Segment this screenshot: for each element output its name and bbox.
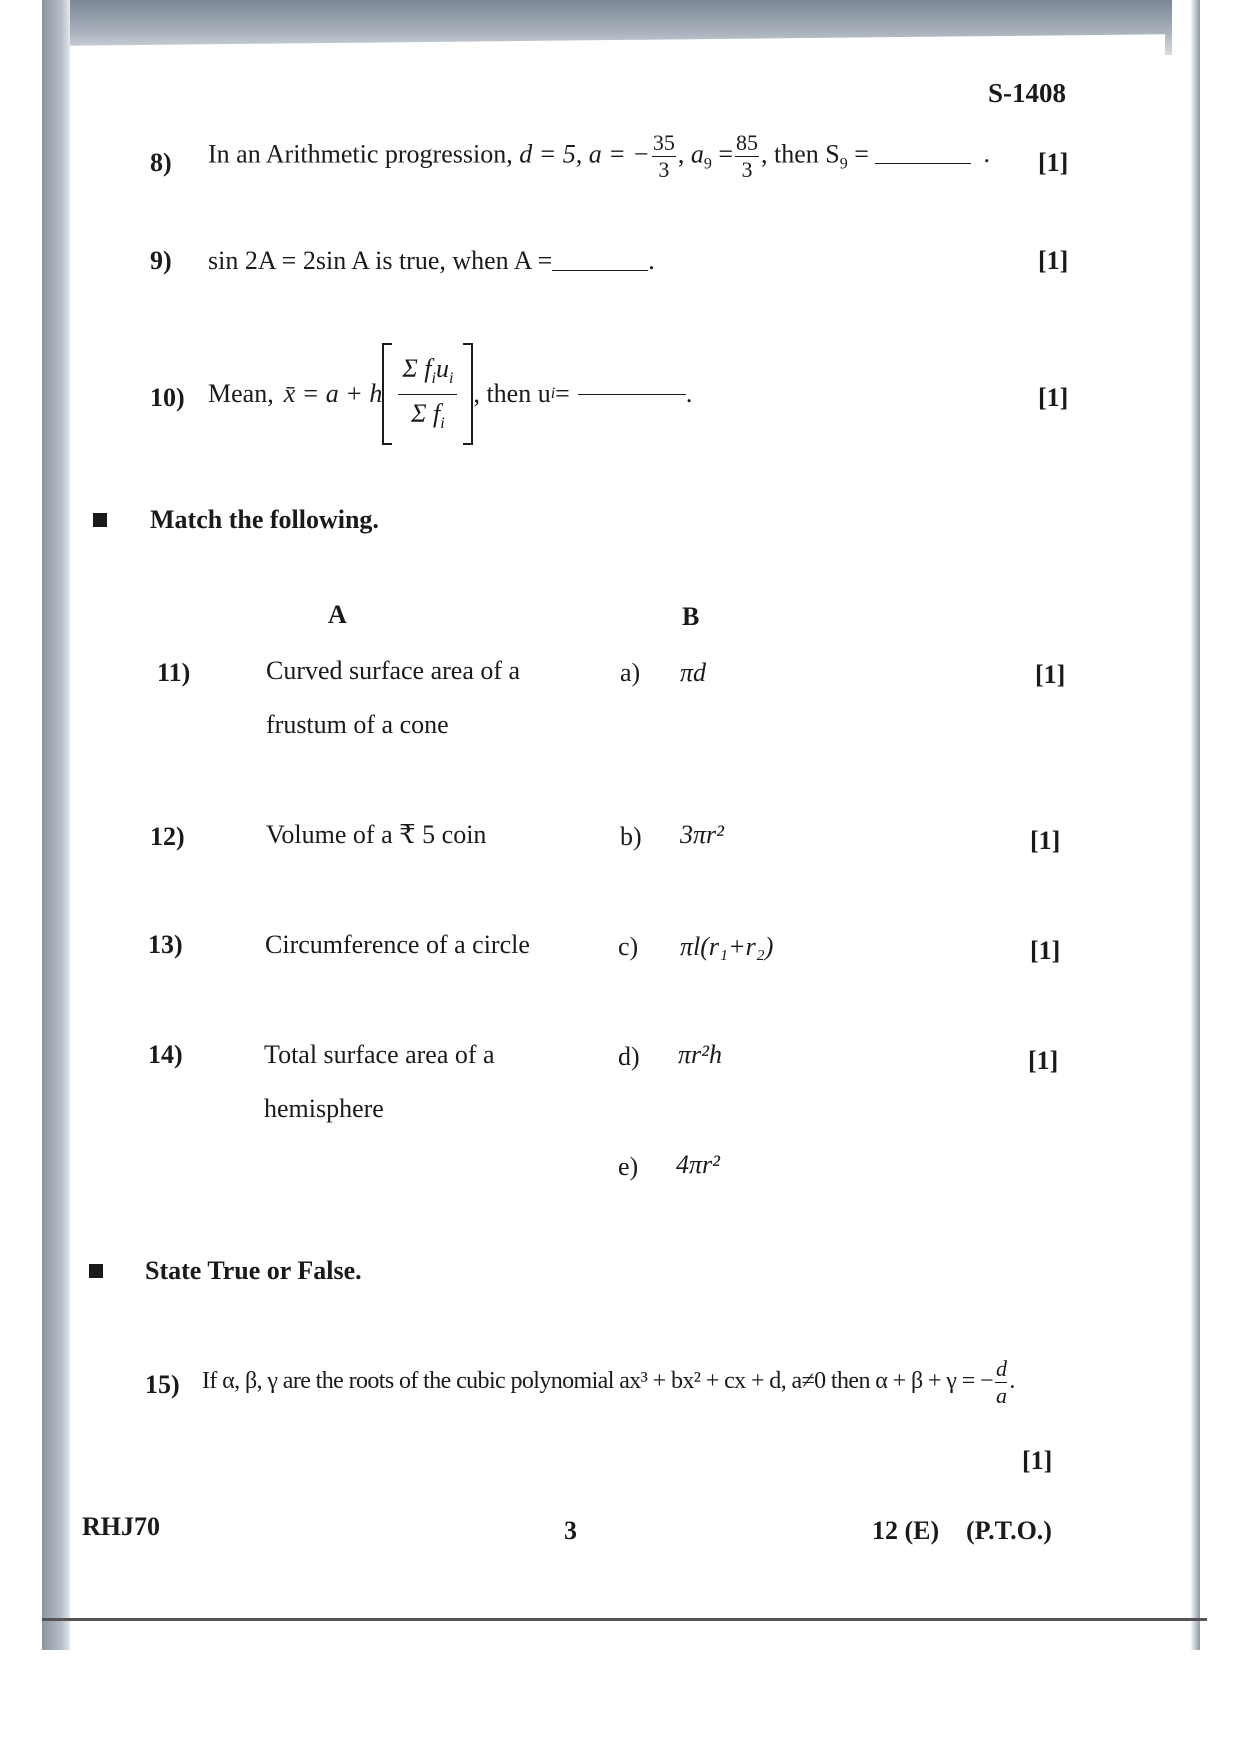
q8-a-den: 3 [658,157,670,182]
q10-top-sub: i [431,370,436,388]
q8-text [208,132,990,181]
q12-mark: [1] [1030,826,1061,855]
q8-mark: [1] [1038,148,1069,177]
q8-blank[interactable] [875,163,971,164]
q8-a: a = − [588,139,650,169]
q10-fraction [398,356,457,431]
q8-a9-sub: 9 [703,155,712,173]
q10-number: 10) [150,383,185,412]
q10-bottom: Σ f [411,398,441,428]
q8-eq: = [711,139,734,169]
q10-right-bracket [463,343,473,445]
scan-border-right [1190,0,1200,1650]
q15-text [202,1358,1015,1407]
q14-mark: [1] [1028,1046,1059,1075]
option-a-letter: a) [620,658,641,687]
q8-a9-frac [735,132,759,181]
truefalse-heading: State True or False. [145,1256,362,1285]
q15-number: 15) [145,1370,180,1399]
q10-top-u: u [435,354,449,384]
q10-then: , then u [473,379,551,408]
q13-number: 13) [148,930,183,959]
paper-code: S-1408 [988,78,1067,108]
q10-then-sub: i [550,385,556,402]
q12-item-line1: Volume of a ₹ 5 coin [266,820,487,849]
q11-number: 11) [157,658,191,687]
q14-item-line2: hemisphere [264,1094,384,1123]
q10-formula: x̄ = a + h [283,379,383,408]
q10-mark: [1] [1038,383,1069,412]
q12-number: 12) [150,822,185,851]
q10-mean: Mean, [208,379,274,408]
q15-dot: . [1009,1368,1015,1395]
q15-fraction [995,1358,1007,1407]
option-d-letter: d) [618,1042,640,1071]
section-bullet [89,1264,103,1278]
q8-then: , then S [761,139,840,169]
q8-dot: . [983,139,990,169]
q11-item-line1: Curved surface area of a [266,656,521,685]
q8-number: 8) [150,148,172,177]
q13-mark: [1] [1030,936,1061,965]
q10-text [208,343,692,445]
q8-s-eq: = [847,139,869,169]
scan-border-left [42,0,70,1650]
footer-info: 12 (E) [872,1516,940,1545]
q10-numerator [398,356,457,394]
q8-a9-num: 85 [736,130,759,155]
q14-number: 14) [148,1040,183,1069]
q9-number: 9) [150,246,172,275]
q10-bottom-sub: i [440,414,445,432]
q10-left-bracket [382,343,392,445]
q9-body: sin 2A = 2sin A is true, when A = [208,246,553,275]
option-b-letter: b) [620,822,642,851]
q15-frac-den: a [995,1383,1007,1408]
q8-comma: , [677,139,685,169]
q9-blank[interactable] [552,270,648,271]
q10-top: Σ f [402,354,432,384]
q9-dot: . [648,246,655,275]
q8-a-frac [652,132,676,181]
column-b-heading: B [682,602,700,631]
option-b-formula: 3πr² [680,820,724,849]
q15-frac-num: d [995,1356,1007,1381]
scan-border-bottom [42,1618,1207,1621]
q10-blank[interactable] [578,394,686,395]
option-e-formula: 4πr² [676,1150,720,1179]
q8-a-num: 35 [652,130,675,155]
q11-mark: [1] [1035,660,1066,689]
q9-mark: [1] [1038,246,1069,275]
page-number: 3 [564,1516,577,1545]
option-e-letter: e) [618,1152,639,1181]
q8-d: d = 5, [519,139,583,169]
column-a-heading: A [328,600,347,629]
q15-body: If α, β, γ are the roots of the cubic polynomial ax³ + bx² + cx + d, a≠0 then α + β + γ = − [202,1368,993,1395]
q8-a9-den: 3 [741,157,753,182]
match-heading: Match the following. [150,505,379,534]
section-bullet [93,513,107,527]
q8-s-sub: 9 [839,155,848,173]
footer-code: RHJ70 [82,1512,160,1541]
q9-text [208,246,655,276]
q8-lead: In an Arithmetic progression, [208,139,513,169]
pto-label: (P.T.O.) [966,1516,1052,1545]
q14-item-line1: Total surface area of a [264,1040,495,1069]
q10-dot: . [685,379,693,408]
q15-mark: [1] [1022,1446,1053,1475]
q11-item-line2: frustum of a cone [266,710,449,739]
q13-item-line1: Circumference of a circle [265,930,530,959]
q10-denominator [398,395,457,432]
q10-top-u-sub: i [448,370,454,388]
option-a-formula: πd [680,658,707,687]
option-c-letter: c) [618,932,639,961]
option-d-formula: πr²h [678,1040,722,1069]
q10-then-eq: = [555,379,570,408]
option-c-formula: πl(r₁+r₂) [680,932,774,961]
q8-a9: a [690,139,704,169]
